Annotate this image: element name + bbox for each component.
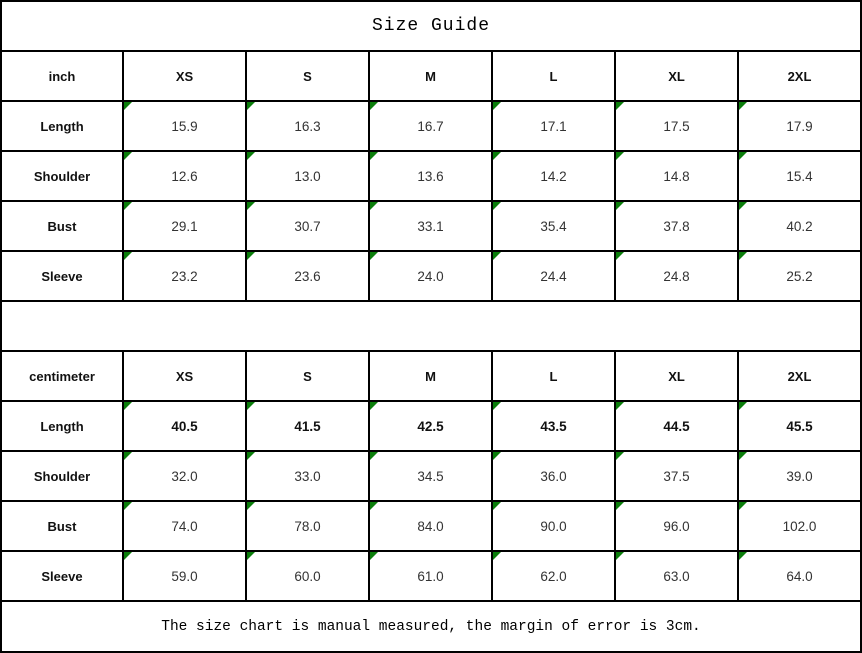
cell-value: 23.6 — [294, 268, 321, 284]
size-cell — [123, 151, 246, 201]
cell-value: 14.8 — [663, 168, 690, 184]
size-cell — [738, 201, 861, 251]
cell-flag-triangle — [247, 502, 255, 510]
size-cell — [738, 101, 861, 151]
cell-flag-triangle — [616, 202, 624, 210]
cell-flag-triangle — [616, 152, 624, 160]
row-label: Shoulder — [1, 151, 123, 201]
cell-flag-triangle — [493, 502, 501, 510]
cell-flag-triangle — [739, 202, 747, 210]
size-cell — [492, 201, 615, 251]
size-col-header-l: L — [492, 51, 615, 101]
cell-flag-triangle — [247, 202, 255, 210]
cell-value: 17.1 — [540, 118, 567, 134]
unit-header-inch: inch — [1, 51, 123, 101]
cell-flag-triangle — [370, 202, 378, 210]
size-col-header-2xl: 2XL — [738, 351, 861, 401]
cell-value: 23.2 — [171, 268, 198, 284]
row-label: Sleeve — [1, 251, 123, 301]
cell-value: 17.9 — [786, 118, 813, 134]
cell-value: 17.5 — [663, 118, 690, 134]
size-cell — [369, 201, 492, 251]
size-cell — [369, 451, 492, 501]
cell-flag-triangle — [247, 552, 255, 560]
cell-flag-triangle — [739, 252, 747, 260]
cell-flag-triangle — [493, 252, 501, 260]
cell-flag-triangle — [247, 402, 255, 410]
cell-flag-triangle — [124, 252, 132, 260]
size-col-header-m: M — [369, 51, 492, 101]
size-col-header-s: S — [246, 351, 369, 401]
size-cell — [369, 251, 492, 301]
cell-flag-triangle — [493, 402, 501, 410]
cell-value: 35.4 — [540, 218, 567, 234]
cell-value: 42.5 — [417, 418, 444, 434]
cell-value: 40.2 — [786, 218, 813, 234]
row-label: Shoulder — [1, 451, 123, 501]
inch-row-length — [1, 101, 861, 151]
cell-flag-triangle — [616, 502, 624, 510]
size-col-header-l: L — [492, 351, 615, 401]
row-label: Bust — [1, 501, 123, 551]
cell-value: 59.0 — [171, 568, 198, 584]
inch-header-row — [1, 51, 861, 101]
row-label: Sleeve — [1, 551, 123, 601]
cell-value: 61.0 — [417, 568, 444, 584]
size-cell — [246, 451, 369, 501]
cell-flag-triangle — [247, 152, 255, 160]
size-cell — [738, 451, 861, 501]
cell-flag-triangle — [739, 402, 747, 410]
size-cell — [738, 501, 861, 551]
cell-flag-triangle — [124, 102, 132, 110]
cell-flag-triangle — [739, 552, 747, 560]
cell-value: 78.0 — [294, 518, 321, 534]
cell-value: 60.0 — [294, 568, 321, 584]
cell-flag-triangle — [124, 552, 132, 560]
cm-row-length — [1, 401, 861, 451]
size-cell — [123, 451, 246, 501]
size-col-header-xl: XL — [615, 351, 738, 401]
size-cell — [738, 151, 861, 201]
size-col-header-2xl: 2XL — [738, 51, 861, 101]
size-cell — [615, 201, 738, 251]
cell-value: 74.0 — [171, 518, 198, 534]
cell-value: 62.0 — [540, 568, 567, 584]
size-cell — [369, 401, 492, 451]
cell-flag-triangle — [247, 102, 255, 110]
size-cell — [615, 501, 738, 551]
cell-value: 36.0 — [540, 468, 567, 484]
cell-flag-triangle — [370, 502, 378, 510]
cell-flag-triangle — [616, 452, 624, 460]
cell-value: 29.1 — [171, 218, 198, 234]
cell-flag-triangle — [739, 102, 747, 110]
footer-row — [1, 601, 861, 652]
size-cell — [492, 401, 615, 451]
size-col-header-xs: XS — [123, 51, 246, 101]
cell-value: 84.0 — [417, 518, 444, 534]
cell-flag-triangle — [493, 152, 501, 160]
size-cell — [492, 251, 615, 301]
cell-flag-triangle — [739, 502, 747, 510]
cm-header-row — [1, 351, 861, 401]
cell-flag-triangle — [370, 252, 378, 260]
size-cell — [615, 551, 738, 601]
cell-flag-triangle — [739, 152, 747, 160]
cell-value: 30.7 — [294, 218, 321, 234]
size-cell — [246, 151, 369, 201]
cell-value: 64.0 — [786, 568, 813, 584]
size-cell — [615, 401, 738, 451]
size-cell — [123, 501, 246, 551]
size-cell — [738, 251, 861, 301]
size-cell — [369, 101, 492, 151]
cell-flag-triangle — [370, 402, 378, 410]
cell-flag-triangle — [739, 452, 747, 460]
inch-row-shoulder — [1, 151, 861, 201]
size-cell — [492, 501, 615, 551]
cm-row-sleeve — [1, 551, 861, 601]
cell-value: 40.5 — [171, 418, 198, 434]
row-label: Bust — [1, 201, 123, 251]
cell-value: 43.5 — [540, 418, 567, 434]
cell-flag-triangle — [616, 252, 624, 260]
cell-flag-triangle — [247, 452, 255, 460]
cell-value: 37.8 — [663, 218, 690, 234]
cell-flag-triangle — [616, 552, 624, 560]
inch-row-bust — [1, 201, 861, 251]
cell-value: 25.2 — [786, 268, 813, 284]
page-title: Size Guide — [1, 1, 861, 51]
spacer-cell — [1, 301, 861, 351]
cell-flag-triangle — [616, 402, 624, 410]
cell-value: 16.7 — [417, 118, 444, 134]
cell-value: 16.3 — [294, 118, 321, 134]
cell-value: 45.5 — [786, 418, 813, 434]
cell-value: 15.4 — [786, 168, 813, 184]
size-col-header-xs: XS — [123, 351, 246, 401]
size-col-header-xl: XL — [615, 51, 738, 101]
cell-value: 32.0 — [171, 468, 198, 484]
cell-value: 33.0 — [294, 468, 321, 484]
size-cell — [492, 151, 615, 201]
cell-value: 24.4 — [540, 268, 567, 284]
spacer-row — [1, 301, 861, 351]
cell-flag-triangle — [124, 152, 132, 160]
size-cell — [246, 251, 369, 301]
size-cell — [369, 551, 492, 601]
cell-value: 96.0 — [663, 518, 690, 534]
cm-row-bust — [1, 501, 861, 551]
cell-flag-triangle — [370, 102, 378, 110]
size-cell — [246, 201, 369, 251]
size-cell — [246, 501, 369, 551]
cell-flag-triangle — [124, 402, 132, 410]
cell-flag-triangle — [370, 452, 378, 460]
cell-value: 14.2 — [540, 168, 567, 184]
cell-flag-triangle — [493, 102, 501, 110]
cell-value: 41.5 — [294, 418, 321, 434]
cell-value: 13.6 — [417, 168, 444, 184]
cell-flag-triangle — [124, 502, 132, 510]
size-cell — [615, 101, 738, 151]
size-cell — [492, 451, 615, 501]
size-col-header-s: S — [246, 51, 369, 101]
cell-value: 24.0 — [417, 268, 444, 284]
size-cell — [123, 401, 246, 451]
size-cell — [246, 101, 369, 151]
size-cell — [246, 401, 369, 451]
inch-row-sleeve — [1, 251, 861, 301]
size-cell — [615, 451, 738, 501]
cell-value: 102.0 — [782, 518, 817, 534]
cell-flag-triangle — [124, 452, 132, 460]
cell-value: 13.0 — [294, 168, 321, 184]
cell-value: 33.1 — [417, 218, 444, 234]
cell-flag-triangle — [370, 552, 378, 560]
cell-value: 63.0 — [663, 568, 690, 584]
size-cell — [615, 251, 738, 301]
cell-flag-triangle — [616, 102, 624, 110]
footer-note: The size chart is manual measured, the margin of error is 3cm. — [1, 601, 861, 652]
size-cell — [123, 201, 246, 251]
cm-row-shoulder — [1, 451, 861, 501]
cell-value: 44.5 — [663, 418, 690, 434]
size-cell — [615, 151, 738, 201]
cell-value: 15.9 — [171, 118, 198, 134]
size-cell — [738, 401, 861, 451]
size-cell — [492, 551, 615, 601]
cell-value: 37.5 — [663, 468, 690, 484]
row-label: Length — [1, 101, 123, 151]
cell-value: 90.0 — [540, 518, 567, 534]
row-label: Length — [1, 401, 123, 451]
size-cell — [123, 251, 246, 301]
size-cell — [369, 151, 492, 201]
size-cell — [246, 551, 369, 601]
cell-value: 12.6 — [171, 168, 198, 184]
cell-flag-triangle — [124, 202, 132, 210]
unit-header-centimeter: centimeter — [1, 351, 123, 401]
size-cell — [123, 551, 246, 601]
size-cell — [738, 551, 861, 601]
cell-flag-triangle — [493, 552, 501, 560]
size-cell — [492, 101, 615, 151]
cell-flag-triangle — [493, 202, 501, 210]
cell-value: 34.5 — [417, 468, 444, 484]
cell-flag-triangle — [370, 152, 378, 160]
size-cell — [123, 101, 246, 151]
cell-value: 39.0 — [786, 468, 813, 484]
cell-flag-triangle — [247, 252, 255, 260]
size-cell — [369, 501, 492, 551]
size-col-header-m: M — [369, 351, 492, 401]
cell-value: 24.8 — [663, 268, 690, 284]
cell-flag-triangle — [493, 452, 501, 460]
